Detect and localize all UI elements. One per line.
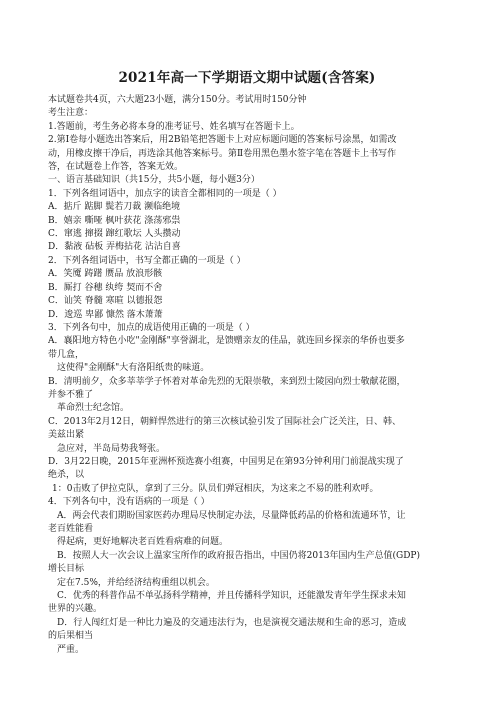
- text-line: 1.答题前，考生务必将本身的准考证号、姓名填写在答题卡上。: [48, 121, 300, 132]
- text-line: D．逡巡 卑鄙 慷然 落木萧萧: [48, 309, 163, 320]
- text-line: 增长目标: [48, 564, 85, 575]
- text-line: D．黏液 砧板 弄梅拈花 沾沾自喜: [48, 242, 181, 253]
- text-line: B．清明前夕，众多莘莘学子怀着对革命先烈的无限崇敬，来到烈士陵园向烈士敬献花圈，: [48, 376, 406, 387]
- text-line: C．窜逃 撺掇 蹿红歌坛 人头攒动: [48, 229, 181, 240]
- text-line: 动，用橡皮擦干净后，再选涂其他答案标号。第Ⅱ卷用黑色墨水签字笔在答题卡上书写作: [48, 148, 397, 159]
- text-line: 世界的兴趣。: [48, 604, 103, 615]
- text-line: 2.第Ⅰ卷每小题选出答案后，用2B铅笔把答题卡上对应标题问题的答案标号涂黑，如需改: [48, 135, 397, 146]
- text-line: 答，在试题卷上作答，答案无效。: [48, 162, 184, 173]
- text-line: 4．下列各句中，没有语病的一项是（ ）: [48, 497, 210, 508]
- text-line: C．优秀的科普作品不单弘扬科学精神，并且传播科学知识，还能激发青年学生探求未知: [57, 591, 406, 602]
- text-line: 革命烈士纪念馆。: [57, 403, 130, 414]
- text-line: 急应对，半岛局势我弩张。: [57, 443, 166, 454]
- text-line: 3．下列各句中，加点的成语使用正确的一项是（ ）: [48, 322, 255, 333]
- document-body: [48, 94, 446, 657]
- text-line: B．厮打 谷穗 纨绔 契而不舍: [48, 282, 163, 293]
- text-line: 一、语言基础知识（共15分，共5小题，每小题3分）: [48, 175, 260, 186]
- text-line: 绝杀，以: [48, 470, 85, 481]
- text-line: 得起病，更好地解决老百姓看病难的问题。: [57, 537, 229, 548]
- text-line: A．两会代表们期盼国家医药办理局尽快制定办法，尽量降低药品的价格和流通环节，让: [57, 510, 406, 521]
- text-line: 老百姓能看: [48, 524, 94, 534]
- text-line: A．笑魇 踌躇 赝品 放浪形骸: [48, 269, 163, 280]
- text-line: A．襄阳地方特色小吃"金刚酥"享誉湖北，是馈赠亲友的佳品，就连回乡探亲的华侨也要多: [48, 336, 405, 347]
- text-line: 这使得"金刚酥"大有洛阳纸贵的味道。: [57, 363, 210, 374]
- text-line: C．讪笑 脊髓 寒暄 以德报怨: [48, 296, 163, 307]
- text-line: 1：0击败了伊拉克队，拿到了三分。队员们弹冠相庆，为这来之不易的胜利欢呼。: [52, 483, 379, 494]
- text-line: 定在7.5%，并给经济结构重组以机会。: [57, 577, 215, 588]
- text-line: D．3月22日晚，2015年亚洲杯预选赛小组赛，中国男足在第93分钟利用门前混战实现了: [48, 456, 404, 467]
- text-line: 2．下列各组词语中，书写全都正确的一项是（ ）: [48, 255, 246, 266]
- text-line: B．按照人大一次会议上温家宝所作的政府报告指出，中国仍将2013年国内生产总值(GDP): [57, 550, 421, 561]
- text-line: 美兹出紧: [48, 430, 85, 441]
- text-line: B．嬉亲 嘶哑 枫叶获花 涤荡邪祟: [48, 215, 181, 226]
- text-line: 并参不雅了: [48, 389, 94, 400]
- text-line: 的后果相当: [48, 631, 94, 642]
- text-line: 严重。: [57, 644, 85, 655]
- text-line: 本试题卷共4页，六大题23小题，满分150分。考试用时150分钟: [48, 95, 307, 105]
- text-line: 1．下列各组词语中，加点字的读音全都相同的一项是（ ）: [48, 188, 282, 199]
- text-line: 考生注意：: [48, 108, 94, 119]
- text-line: 带几盒，: [48, 349, 85, 360]
- document-title: 2021年高一下学期语文期中试题(含答案): [118, 70, 376, 86]
- text-line: C．2013年2月12日，朝鲜悍然进行的第三次核试验引发了国际社会广泛关注，日、韩、: [48, 416, 401, 427]
- text-line: A．掂斤 踮脚 鬓若刀裁 濒临绝境: [48, 202, 181, 213]
- text-line: D．行人闯红灯是一种比力遍及的交通违法行为，也是演视交通法规和生命的恶习，造成: [57, 617, 407, 628]
